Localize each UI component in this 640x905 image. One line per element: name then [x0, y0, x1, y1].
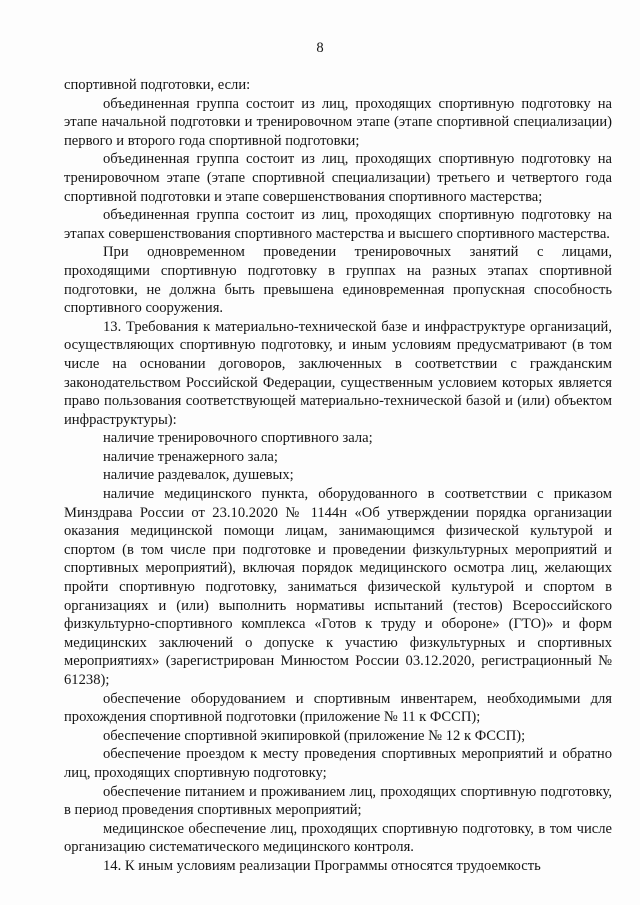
- document-body: [64, 76, 612, 876]
- paragraph: обеспечение оборудованием и спортивным инвентарем, необходимыми для прохождения спортивной подготовки (приложение № 11 к ФССП);: [64, 690, 612, 726]
- paragraph: объединенная группа состоит из лиц, проходящих спортивную подготовку на тренировочном этапе (этапе спортивной специализации) третьего и четвертого года спортивной подготовки и этапе совершенствования спортивного мастерства;: [64, 151, 612, 205]
- paragraph: спортивной подготовки, если:: [64, 77, 251, 93]
- paragraph: обеспечение проездом к месту проведения спортивных мероприятий и обратно лиц, проходящих спортивную подготовку;: [64, 746, 612, 781]
- paragraph: медицинское обеспечение лиц, проходящих спортивную подготовку, в том числе организацию систематического медицинского контроля.: [64, 820, 612, 856]
- paragraph: наличие медицинского пункта, оборудованного в соответствии с приказом Минздрава России от 23.10.2020 № 1144н «Об утверждении порядка организации оказания медицинской помощи лицам, занимающимся физической культурой и спортом (в том числе при подготовке и проведении физкультурных мероприятий и спортивных мероприятий), включая порядок медицинского осмотра лиц, желающих пройти спортивную подготовку, заниматься физической культурой и спортом в организациях и (или) выполнить нормативы испытаний (тестов) Всероссийского физкультурно-спортивного комплекса «Готов к труду и обороне» (ГТО)» и форм медицинских заключений о допуске к участию физкультурных и спортивных мероприятиях» (зарегистрирован Минюстом России 03.12.2020, регистрационный № 61238);: [64, 486, 612, 688]
- paragraph: объединенная группа состоит из лиц, проходящих спортивную подготовку на этапах совершенствования спортивного мастерства и высшего спортивного мастерства.: [64, 207, 612, 242]
- paragraph-section-13: 13. Требования к материально-технической базе и инфраструктуре организаций, осуществляющих спортивную подготовку, и иным условиям предусматривают (в том числе на основании договоров, заключенных в соответствии с гражданским законодательством Российской Федерации, существенным условием которых является право пользования соответствующей материально-технической базой и (или) объектом инфраструктуры):: [64, 318, 612, 428]
- paragraph: наличие раздевалок, душевых;: [103, 467, 294, 484]
- paragraph: объединенная группа состоит из лиц, проходящих спортивную подготовку на этапе начальной подготовки и тренировочном этапе (этапе спортивной специализации) первого и второго года спортивной подготовки;: [64, 95, 612, 149]
- paragraph: обеспечение питанием и проживанием лиц, проходящих спортивную подготовку, в период проведения спортивных мероприятий;: [64, 783, 612, 819]
- paragraph: наличие тренировочного спортивного зала;: [103, 430, 373, 447]
- page-number: 8: [316, 40, 324, 56]
- paragraph: обеспечение спортивной экипировкой (приложение № 12 к ФССП);: [103, 727, 526, 744]
- paragraph-section-14: 14. К иным условиям реализации Программы относятся трудоемкость: [103, 857, 541, 874]
- paragraph: При одновременном проведении тренировочных занятий с лицами, проходящими спортивную подготовку в группах на разных этапах спортивной подготовки, не должна быть превышена единовременная пропускная способность спортивного сооружения.: [64, 244, 612, 317]
- paragraph: наличие тренажерного зала;: [103, 448, 278, 465]
